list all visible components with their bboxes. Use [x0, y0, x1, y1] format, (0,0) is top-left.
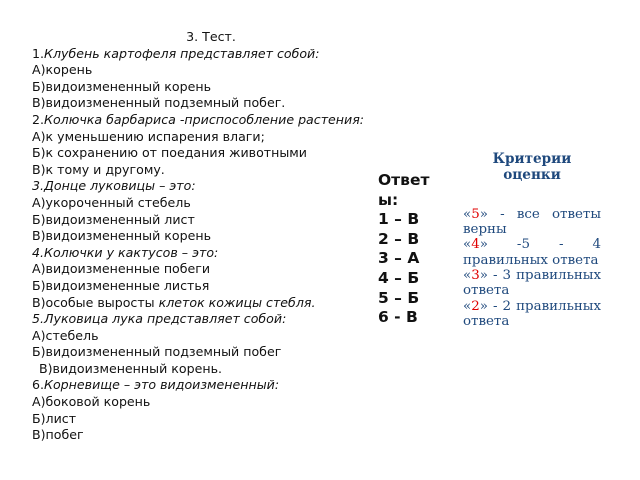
- option-3b: Б)видоизмененный лист: [32, 211, 195, 227]
- question-text: Корневище – это видоизмененный:: [44, 377, 280, 393]
- criteria-row-5: «5» - все ответы верны: [463, 206, 601, 238]
- answers-title: Ответы:: [378, 171, 430, 209]
- criteria-title: Критерии оценки: [492, 151, 572, 184]
- question-number: 5.: [32, 311, 45, 327]
- option-2c: В)к тому и другому.: [32, 161, 165, 177]
- option-5c: В)видоизмененный корень.: [39, 360, 222, 376]
- criteria-block: [463, 151, 601, 329]
- option-4c: [32, 295, 372, 312]
- answer-item: 6 - В: [378, 308, 418, 327]
- option-1b: Б)видоизмененный корень: [32, 78, 211, 94]
- question-number: 4.: [32, 244, 45, 260]
- question-number: 1.: [32, 45, 45, 61]
- question-4: [32, 245, 372, 262]
- criteria-text: » - 3 правильных ответа: [463, 268, 601, 299]
- option-4b: Б)видоизмененные листья: [32, 277, 210, 293]
- criteria-row-2: «2» - 2 правильных ответа: [463, 298, 601, 329]
- grade-value: 3: [471, 268, 480, 283]
- option-1a: А)корень: [32, 62, 93, 78]
- question-number: 3.: [32, 178, 45, 194]
- option-2a: А)к уменьшению испарения влаги;: [32, 128, 265, 144]
- question-text: Колючка барбариса -приспособление растения:: [44, 111, 365, 127]
- option-3a: А)укороченный стебель: [32, 194, 191, 210]
- question-text: Луковица лука представляет собой:: [44, 311, 287, 327]
- option-text: В)особые выросты: [32, 294, 159, 310]
- option-3c: В)видоизмененный корень: [32, 228, 211, 244]
- question-text: Донце луковицы – это:: [44, 178, 196, 194]
- option-1c: В)видоизмененный подземный побег.: [32, 95, 286, 111]
- test-block: [32, 29, 372, 444]
- question-text: Колючки у кактусов – это:: [44, 244, 219, 260]
- answer-item: 5 – Б: [378, 288, 420, 307]
- answers-block: [378, 171, 440, 328]
- question-2: [32, 112, 372, 129]
- question-3: [32, 178, 372, 195]
- criteria-row-4: «4» -5 - 4 правильных ответа: [463, 237, 601, 268]
- answer-item: 4 – Б: [378, 268, 420, 287]
- answer-item: 2 – В: [378, 229, 420, 248]
- grade-value: 2: [471, 298, 480, 314]
- answer-item: 3 – А: [378, 249, 420, 268]
- option-4a: А)видоизмененные побеги: [32, 261, 211, 277]
- option-5b: Б)видоизмененный подземный побег: [32, 344, 282, 360]
- criteria-text: » - все ответы верны: [463, 206, 601, 238]
- question-6: [32, 377, 372, 394]
- option-6c: В)побег: [32, 427, 84, 443]
- question-1: [32, 46, 372, 63]
- option-text-italic: клеток кожицы стебля.: [158, 294, 316, 310]
- question-text: Клубень картофеля представляет собой:: [44, 45, 320, 61]
- criteria-text: » -5 - 4 правильных ответа: [463, 237, 601, 268]
- answer-item: 1 – В: [378, 210, 420, 229]
- criteria-row-3: «3» - 3 правильных ответа: [463, 268, 601, 299]
- question-number: 2.: [32, 111, 45, 127]
- question-5: [32, 311, 372, 328]
- criteria-text: » - 2 правильных ответа: [463, 298, 601, 329]
- grade-value: 5: [471, 206, 480, 222]
- grade-value: 4: [471, 237, 480, 253]
- option-2b: Б)к сохранению от поедания животными: [32, 145, 307, 161]
- question-number: 6.: [32, 377, 45, 393]
- test-title: 3. Тест.: [186, 29, 236, 44]
- option-6b: Б)лист: [32, 410, 77, 426]
- option-5a: А)стебель: [32, 327, 99, 343]
- option-6a: А)боковой корень: [32, 394, 151, 410]
